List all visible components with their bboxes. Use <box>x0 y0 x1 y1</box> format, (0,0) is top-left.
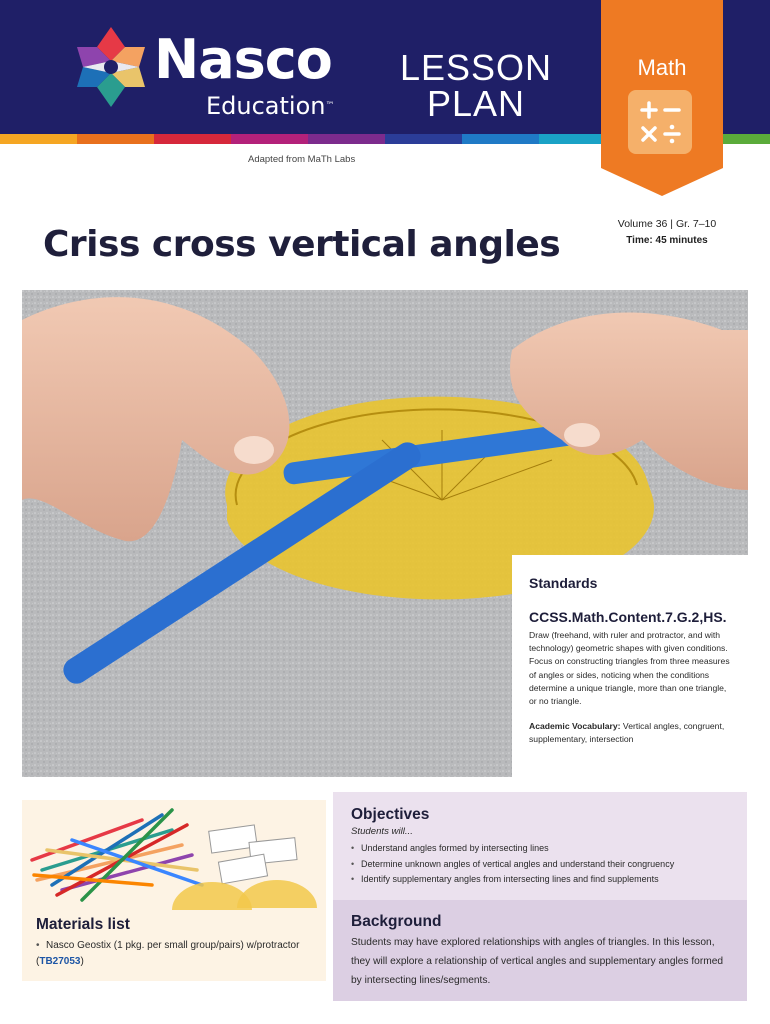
lesson-plan-label: LESSON PLAN <box>399 47 553 124</box>
list-item: • Determine unknown angles of vertical angles and understand their congruency <box>351 857 729 873</box>
product-code-link[interactable]: TB27053 <box>39 955 81 967</box>
list-item: • Nasco Geostix (1 pkg. per small group/pairs) w/protractor (TB27053) <box>36 938 316 969</box>
objectives-intro: Students will... <box>351 826 413 837</box>
page-title: Criss cross vertical angles <box>43 224 561 265</box>
brand-name: Nasco <box>154 28 332 91</box>
objectives-heading: Objectives <box>351 806 430 823</box>
subject-label: Math <box>637 55 687 80</box>
volume-grade: Volume 36 | Gr. 7–10 <box>617 218 717 230</box>
list-item: • Identify supplementary angles from intersecting lines and find supplements <box>351 872 729 888</box>
adapted-from-note: Adapted from MaTh Labs <box>248 154 356 165</box>
objectives-panel <box>333 792 747 900</box>
standards-code: CCSS.Math.Content.7.G.2,HS. <box>529 609 727 625</box>
standards-panel <box>512 555 748 777</box>
materials-photo <box>22 800 326 915</box>
list-item: • Understand angles formed by intersecting lines <box>351 841 729 857</box>
academic-vocabulary: Academic Vocabulary: Vertical angles, congruent, supplementary, intersection <box>529 721 725 745</box>
background-heading: Background <box>351 913 442 930</box>
materials-heading: Materials list <box>36 916 130 933</box>
standards-heading: Standards <box>529 575 598 591</box>
lesson-time: Time: 45 minutes <box>626 235 708 246</box>
materials-panel <box>22 800 326 981</box>
brand-subtitle: Education™ <box>206 92 335 120</box>
background-panel <box>333 900 747 1001</box>
nasco-logo-icon <box>66 22 156 112</box>
math-operators-icon <box>628 90 692 154</box>
lesson-meta <box>612 218 722 246</box>
background-text: Students may have explored relationships with angles of triangles. In this lesson, they will explore a relationship of vertical angles and supplementary angles formed by intersecting lines/segments. <box>351 937 724 986</box>
materials-list <box>36 938 316 969</box>
standards-description: Draw (freehand, with ruler and protractor, and with technology) geometric shapes with given conditions. Focus on constructing triangles from three measures of angles or sides, noticing when the conditions determine a unique triangle, more than one triangle, or no triangle. <box>529 630 730 707</box>
objectives-list <box>351 841 729 888</box>
